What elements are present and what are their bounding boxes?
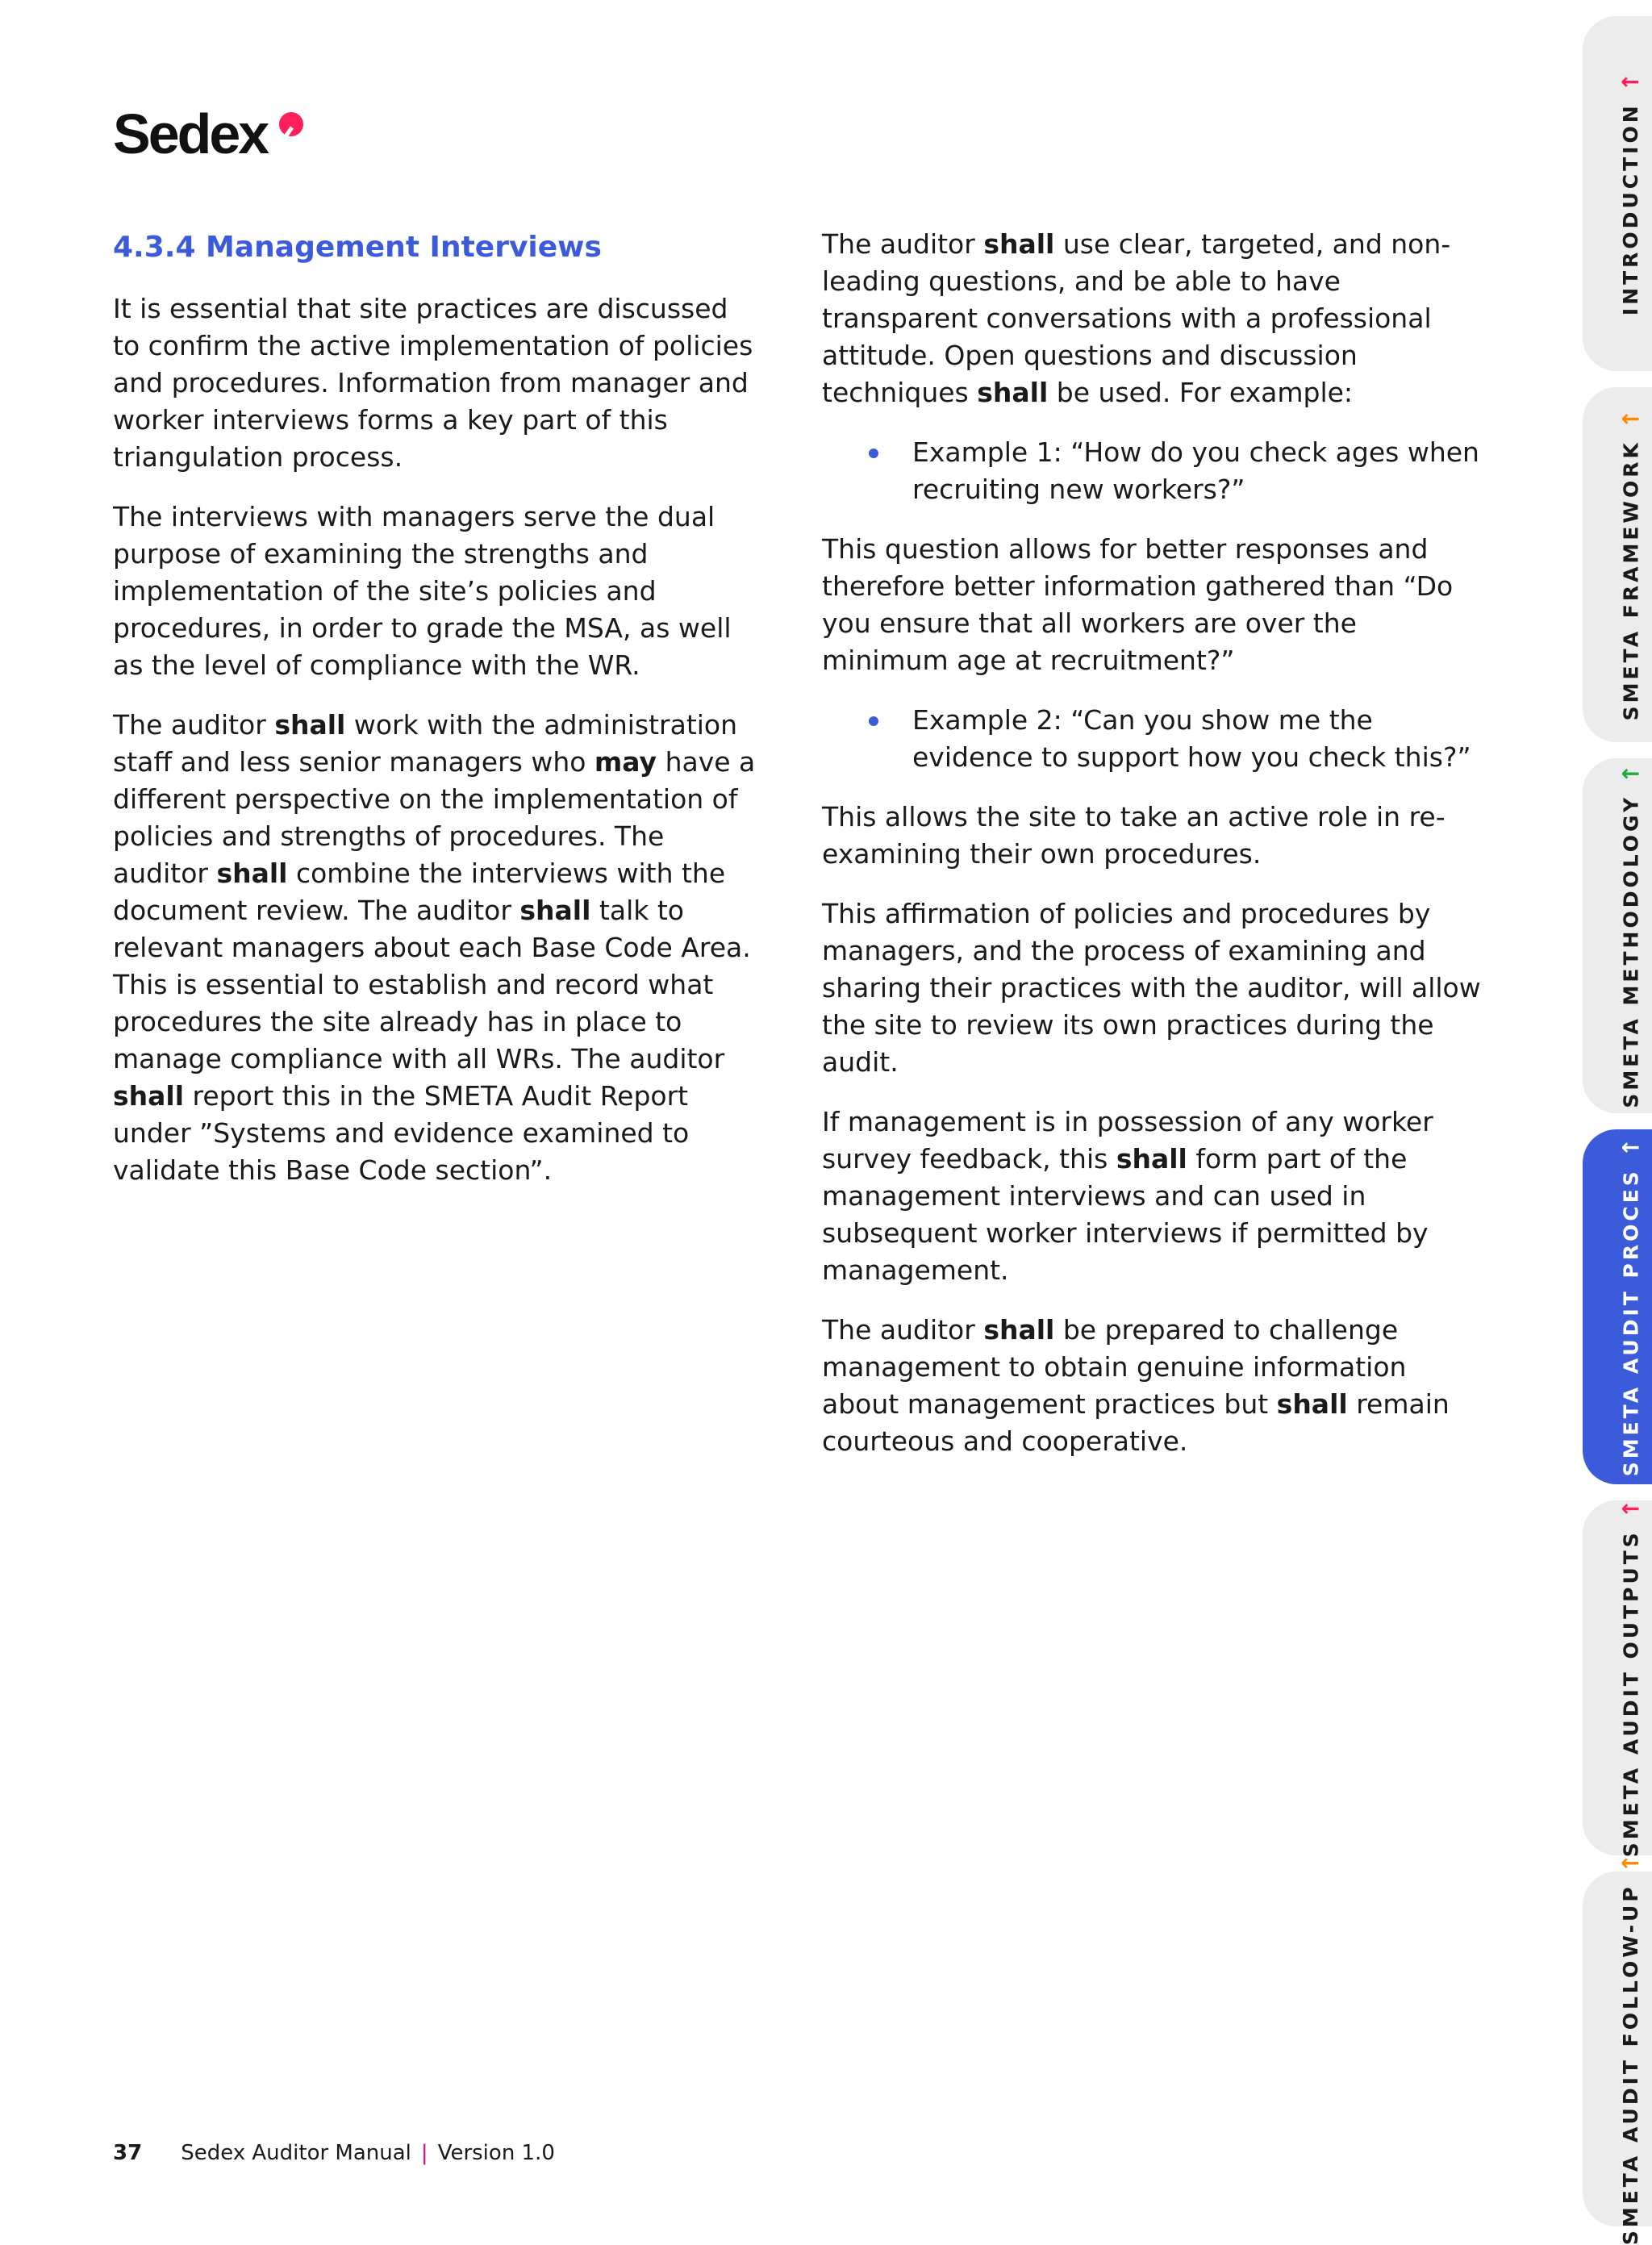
arrow-up-icon: ↑ <box>1617 1499 1645 1518</box>
right-paragraph-5: If management is in possession of any worker survey feedback, this shall form part of the management interviews and can used in subsequent worker interviews if permitted by management. <box>822 1106 1433 1286</box>
arrow-up-icon: ↑ <box>1617 72 1645 91</box>
tab-smeta-audit-follow-up[interactable] <box>1583 1853 1652 2245</box>
tab-smeta-audit-process[interactable] <box>1583 1129 1652 1484</box>
example-1-bullet: Example 1: “How do you check ages when recruiting new workers?” <box>822 434 1483 508</box>
tab-label-smeta-framework: SMETA FRAMEWORK <box>1619 439 1643 720</box>
right-paragraph-6: The auditor shall be prepared to challenge management to obtain genuine information about management practices but shall remain courteous and cooperative. <box>822 1314 1450 1457</box>
example-2-bullet: Example 2: “Can you show me the evidence to support how you check this?” <box>822 702 1483 776</box>
right-paragraph-3: This allows the site to take an active role in re-examining their own procedures. <box>822 801 1446 870</box>
right-column <box>822 226 1483 1483</box>
right-paragraph-2: This question allows for better responses and therefore better information gathered than “Do you ensure that all workers are over the minimum age at recruitment?” <box>822 533 1454 676</box>
page-number: 37 <box>113 2141 143 2165</box>
tab-smeta-framework[interactable] <box>1583 387 1652 742</box>
left-paragraph-1: It is essential that site practices are discussed to confirm the active implementation of policies and procedures. Information from manager and worker interviews forms a key part of this triangulation process. <box>113 293 753 473</box>
sedex-logo <box>113 106 315 163</box>
left-paragraph-2: The interviews with managers serve the dual purpose of examining the strengths and implementation of the site’s policies and procedures, in order to grade the MSA, as well as the level of compliance with the WR. <box>113 501 732 681</box>
example-list-1 <box>822 434 1483 508</box>
tab-label-smeta-audit-process: SMETA AUDIT PROCES <box>1619 1167 1643 1476</box>
arrow-up-icon: ↑ <box>1617 763 1645 783</box>
logo-accent-dot <box>279 112 303 136</box>
tab-label-smeta-audit-follow-up: SMETA AUDIT FOLLOW-UP <box>1619 1883 1643 2245</box>
left-column <box>113 226 763 1212</box>
right-paragraph-1: The auditor shall use clear, targeted, and non-leading questions, and be able to have transparent conversations with a professional attitude. Open questions and discussion techniques shall be used. For example: <box>822 228 1451 408</box>
tab-smeta-methodology[interactable] <box>1583 758 1652 1113</box>
arrow-up-icon: ↑ <box>1617 1853 1645 1872</box>
tab-label-smeta-methodology: SMETA METHODOLOGY <box>1619 794 1643 1108</box>
footer-separator: | <box>420 2141 428 2165</box>
sedex-logo-mark <box>113 106 315 163</box>
version-label: Version 1.0 <box>437 2141 555 2165</box>
tab-introduction[interactable] <box>1583 16 1652 371</box>
example-list-2 <box>822 702 1483 776</box>
manual-title: Sedex Auditor Manual <box>181 2141 411 2165</box>
tab-smeta-audit-outputs[interactable] <box>1583 1500 1652 1855</box>
right-paragraph-4: This affirmation of policies and procedures by managers, and the process of examining and sharing their practices with the auditor, will allow the site to review its own practices during the audit. <box>822 898 1481 1078</box>
page-footer <box>113 2141 555 2165</box>
tab-label-smeta-audit-outputs: SMETA AUDIT OUTPUTS <box>1619 1529 1643 1857</box>
arrow-up-icon: ↑ <box>1617 409 1645 428</box>
logo-wordmark: Sedex <box>113 106 268 163</box>
section-title: 4.3.4 Management Interviews <box>113 231 602 264</box>
tab-label-introduction: INTRODUCTION <box>1619 102 1643 315</box>
arrow-up-icon: ↑ <box>1617 1137 1645 1157</box>
left-paragraph-3: The auditor shall work with the administration staff and less senior managers who may have a different perspective on the implementation of policies and strengths of procedures. The auditor shall combine the interviews with the document review. The auditor shall talk to relevant managers about each Base Code Area. This is essential to establish and record what procedures the site already has in place to manage compliance with all WRs. The auditor shall report this in the SMETA Audit Report under ”Systems and evidence examined to validate this Base Code section”. <box>113 709 756 1186</box>
